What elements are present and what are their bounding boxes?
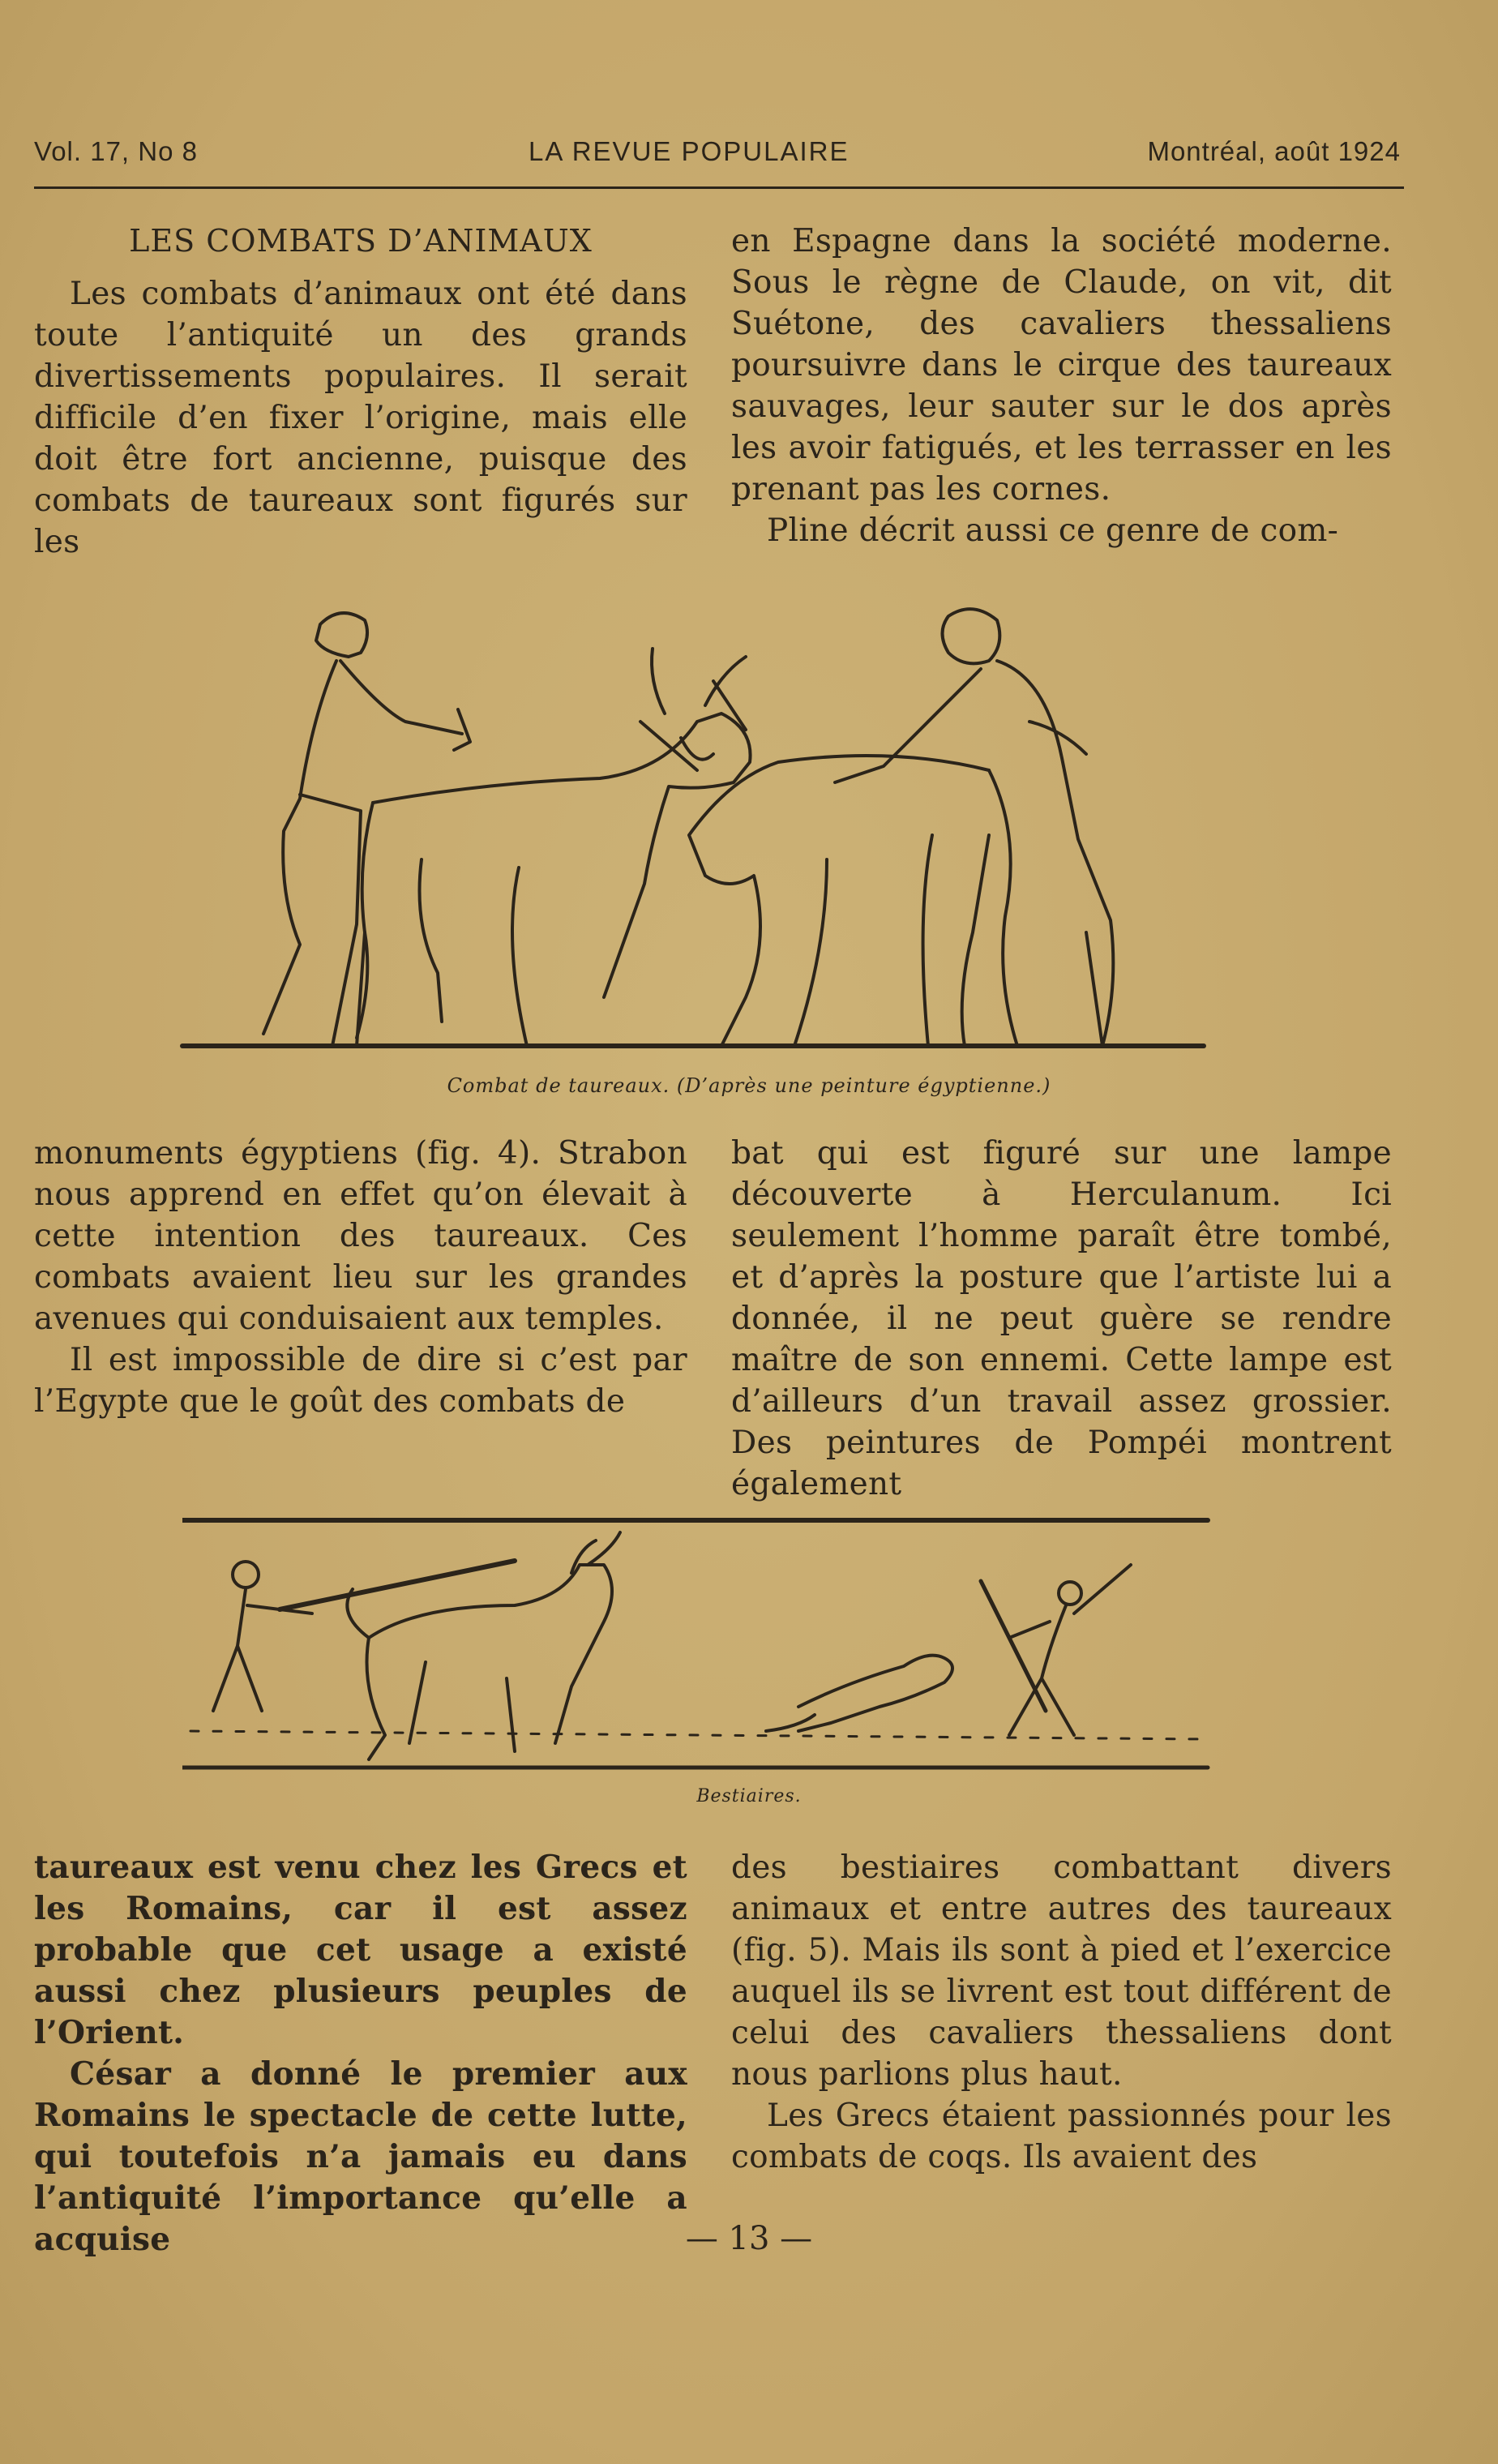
paragraph: César a donné le premier aux Romains le spectacle de cette lutte, qui toutefois n’a jamais eu dans l’antiquité l’importance qu’elle a acquise	[34, 2055, 687, 2258]
place-date: Montréal, août 1924	[1147, 136, 1401, 166]
figure-caption: Bestiaires.	[696, 1786, 802, 1806]
paragraph: taureaux est venu chez les Grecs et les Romains, car il est assez probable que cet usage a existé aussi chez plusieurs peuples de l’Orient.	[34, 1849, 687, 2051]
paragraph: bat qui est figuré sur une lampe découverte à Herculanum. Ici seulement l’homme paraît être tombé, et d’après la posture que l’artiste lui a donnée, il ne peut guère se rendre maître de son ennemi. Cette lampe est d’ailleurs d’un travail assez grossier. Des peintures de Pompéi montrent également	[731, 1135, 1392, 1502]
column-left-middle	[34, 1133, 687, 1422]
column-right-top	[731, 221, 1392, 551]
page-number: — 13 —	[685, 2220, 813, 2257]
header-rule	[34, 186, 1404, 189]
column-right-bottom	[731, 1847, 1392, 2178]
bestiaries-illustration	[182, 1516, 1220, 1776]
figure-caption: Combat de taureaux. (D’après une peinture égyptienne.)	[447, 1074, 1051, 1097]
volume-number: Vol. 17, No 8	[34, 136, 198, 166]
paragraph: Les combats d’animaux ont été dans toute l’antiquité un des grands divertissements populaires. Il serait difficile d’en fixer l’origine, mais elle doit être fort ancienne, puisque des combats de taureaux sont figurés sur les	[34, 276, 687, 560]
paragraph: Il est impossible de dire si c’est par l’Egypte que le goût des combats de	[34, 1342, 687, 1420]
paragraph: Pline décrit aussi ce genre de com-	[767, 512, 1339, 549]
paragraph: en Espagne dans la société moderne. Sous le règne de Claude, on vit, dit Suétone, des cavaliers thessaliens poursuivre dans le cirque des taureaux sauvages, leur sauter sur le dos après les avoir fatigués, et les terrasser en les prenant pas les cornes.	[731, 223, 1392, 508]
paragraph: Les Grecs étaient passionnés pour les combats de coqs. Ils avaient des	[731, 2098, 1392, 2175]
column-left-top	[34, 221, 687, 563]
column-left-bottom	[34, 1847, 687, 2260]
column-right-middle	[731, 1133, 1392, 1505]
journal-title: LA REVUE POPULAIRE	[529, 136, 850, 166]
bullfight-illustration	[178, 592, 1216, 1054]
paragraph: monuments égyptiens (fig. 4). Strabon nous apprend en effet qu’on élevait à cette intention des taureaux. Ces combats avaient lieu sur les grandes avenues qui conduisaient aux temples.	[34, 1135, 687, 1337]
paragraph: des bestiaires combattant divers animaux et entre autres des taureaux (fig. 5). Mais ils sont à pied et l’exercice auquel ils se livrent est tout différent de celui des cavaliers thessaliens dont nous parlions plus haut.	[731, 1849, 1392, 2093]
article-title: LES COMBATS D’ANIMAUX	[129, 223, 593, 259]
page-header	[34, 136, 1401, 177]
